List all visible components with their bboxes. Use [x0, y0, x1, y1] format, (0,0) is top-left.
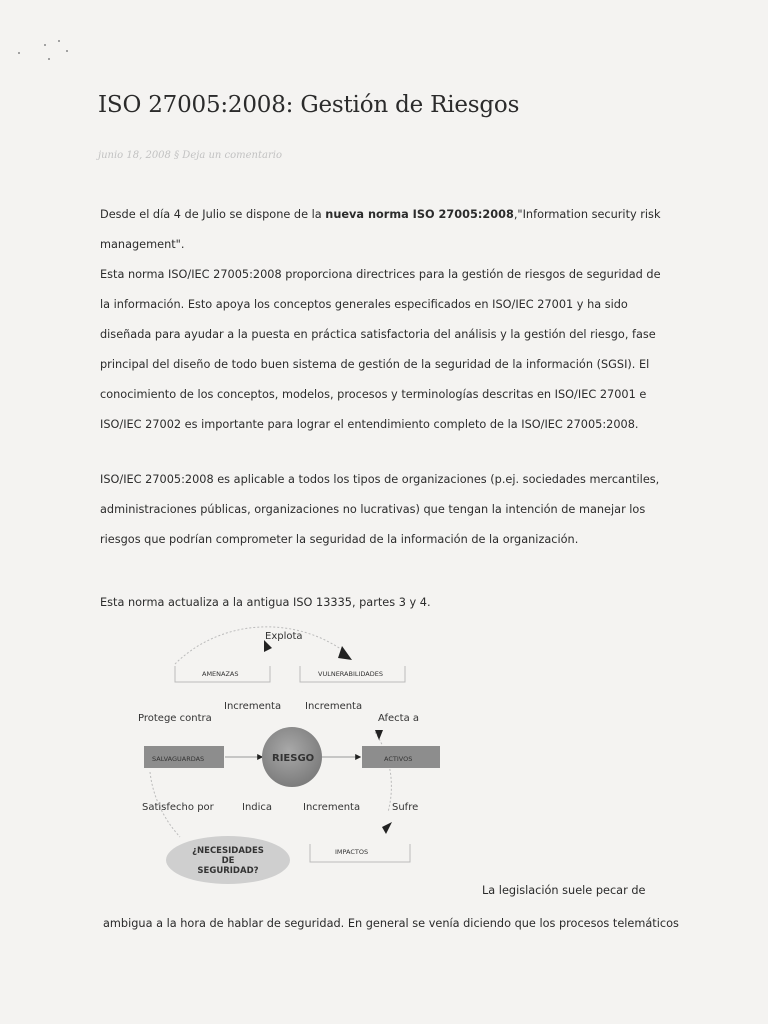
explota-arrow-right [338, 646, 352, 660]
risk-diagram [120, 622, 440, 886]
scan-speck [18, 52, 20, 54]
paragraph-aplicable [100, 465, 660, 555]
label-salvaguardas: SALVAGUARDAS [152, 755, 205, 763]
text-span: ,"Information security risk [513, 208, 661, 221]
label-activos: ACTIVOS [384, 755, 413, 763]
text-line: Esta norma actualiza a la antigua ISO 13335, partes 3 y 4. [100, 596, 431, 609]
label-incrementa-right: Incrementa [305, 701, 363, 712]
post-meta [98, 150, 282, 161]
scan-speck [44, 44, 46, 46]
label-satisfecho-por: Satisfecho por [142, 802, 214, 813]
paragraph-intro [100, 200, 660, 440]
afecta-arrow [375, 730, 383, 740]
text-line: la información. Esto apoya los conceptos generales especificados en ISO/IEC 27001 y ha sido [100, 298, 628, 311]
risk-diagram-svg [120, 622, 440, 886]
label-incrementa-bottom: Incrementa [303, 802, 361, 813]
text-line: Esta norma ISO/IEC 27005:2008 proporciona directrices para la gestión de riesgos de seguridad de [100, 268, 661, 281]
scan-speck [58, 40, 60, 42]
text-line: conocimiento de los conceptos, modelos, procesos y terminologías descritas en ISO/IEC 27001 e [100, 388, 647, 401]
page-title: ISO 27005:2008: Gestión de Riesgos [98, 92, 520, 118]
scan-speck [66, 50, 68, 52]
label-explota: Explota [265, 631, 303, 642]
label-incrementa-left: Incrementa [224, 701, 282, 712]
text-line: diseñada para ayudar a la puesta en práctica satisfactoria del análisis y la gestión del riesgo, fase [100, 328, 656, 341]
label-impactos: IMPACTOS [335, 848, 369, 856]
scan-speck [48, 58, 50, 60]
label-indica: Indica [242, 802, 273, 813]
label-sufre: Sufre [392, 802, 419, 813]
text-line [100, 200, 660, 230]
label-necesidades-3: SEGURIDAD? [197, 866, 259, 876]
label-necesidades-1: ¿NECESIDADES [192, 846, 264, 856]
label-protege-contra: Protege contra [138, 713, 212, 724]
text-line: administraciones públicas, organizaciones no lucrativas) que tengan la intención de manejar los [100, 503, 646, 516]
label-necesidades-2: DE [221, 856, 235, 866]
text-line: La legislación suele pecar de [482, 884, 646, 897]
text-line: riesgos que podrían comprometer la seguridad de la información de la organización. [100, 533, 579, 546]
label-riesgo: RIESGO [272, 753, 315, 764]
text-line: ISO/IEC 27002 es importante para lograr el entendimiento completo de la ISO/IEC 27005:2008. [100, 418, 639, 431]
label-vulnerabilidades: VULNERABILIDADES [318, 670, 383, 678]
afecta-arc [375, 732, 391, 812]
paragraph-actualiza [100, 588, 660, 618]
text-line: ambigua a la hora de hablar de seguridad. En general se venía diciendo que los procesos telemáticos [103, 917, 679, 930]
label-afecta-a: Afecta a [378, 713, 420, 724]
text-line: principal del diseño de todo buen sistema de gestión de la seguridad de la información (SGSI). El [100, 358, 650, 371]
label-amenazas: AMENAZAS [202, 670, 239, 678]
text-line: management". [100, 238, 185, 251]
explota-arc [175, 627, 345, 664]
post-date: junio 18, 2008 [98, 150, 171, 161]
comment-link[interactable]: Deja un comentario [182, 150, 282, 161]
text-span: Desde el día 4 de Julio se dispone de la [100, 208, 326, 221]
text-line: ISO/IEC 27005:2008 es aplicable a todos los tipos de organizaciones (p.ej. sociedades mercantiles, [100, 473, 660, 486]
bold-norma: nueva norma ISO 27005:2008 [325, 208, 514, 221]
meta-separator: § [174, 150, 180, 161]
sufre-arrow [382, 822, 392, 834]
